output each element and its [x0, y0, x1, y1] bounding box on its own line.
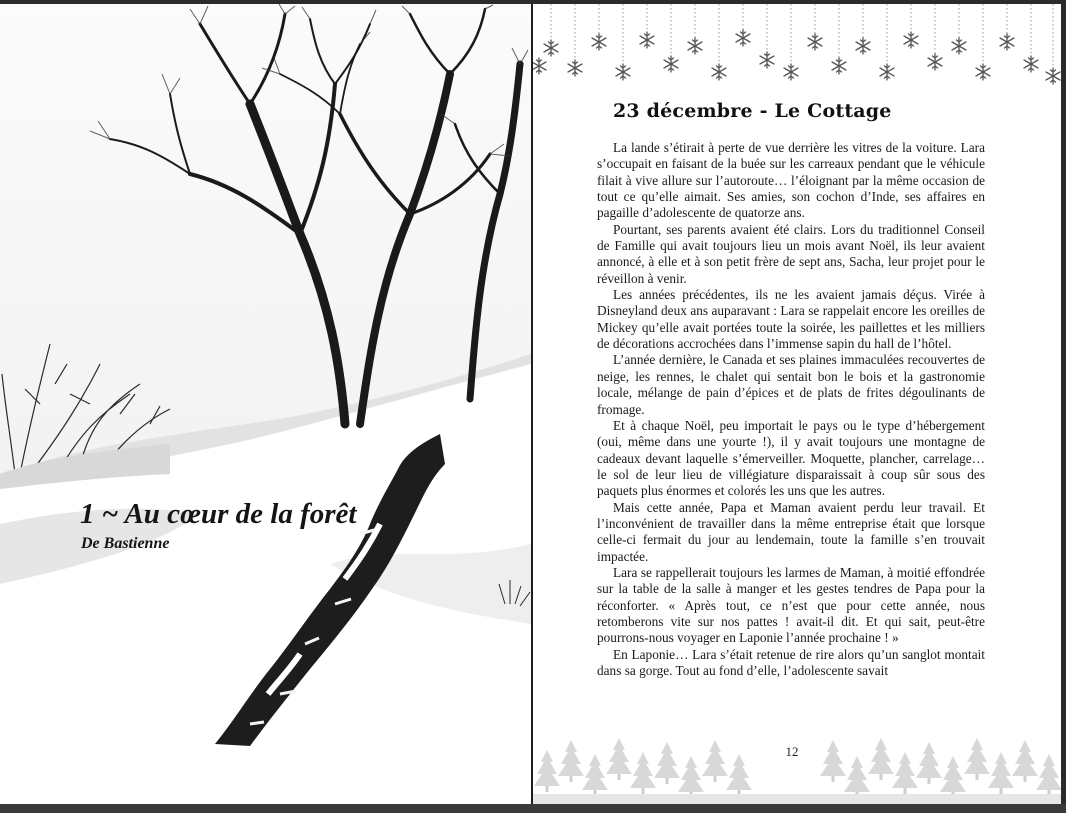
page-number: 12 — [785, 744, 799, 759]
paragraph: La lande s’étirait à perte de vue derrière les vitres de la voiture. Lara s’occupait en faisant de la buée sur les carreaux pendant que le véhicule filait à vive allure sur l’autoroute… l’éloignant par la même occasion de tout ce qu’elle aimait. Ses amies, son cochon d’Inde, ses affaires en pagaille d’adolescente de quatorze ans. — [597, 140, 985, 221]
snowy-forest-stream-illustration — [0, 4, 531, 804]
paragraph: Et à chaque Noël, peu importait le pays ou le type d’hébergement (oui, même dans une yourte !), il y avait toujours une montagne de cadeaux devant laquelle s’émerveiller. Moquette, plancher, carrelage… le sol de leur lieu de villégiature disparaissait à coup sûr sous des paquets plus énormes et colorés les uns que les autres. — [597, 417, 985, 499]
right-page — [533, 4, 1061, 804]
chapter-author: De Bastienne — [81, 535, 170, 552]
paragraph: Pourtant, ses parents avaient été clairs. Lors du traditionnel Conseil de Famille qui avait toujours lieu un mois avant Noël, ils leur avaient annoncé, à elle et à son petit frère de sept ans, Sacha, leur projet pour le réveillon à venir. — [597, 221, 985, 286]
paragraph: Les années précédentes, ils ne les avaient jamais déçus. Virée à Disneyland deux ans auparavant : Lara se rappelait encore les oreilles de Mickey qu’elle avait portées toute la soirée, les paillettes et les milliers de décorations accrochées dans l’immense sapin du hall de l’hôtel. — [597, 287, 985, 352]
section-title: 23 décembre - Le Cottage — [613, 100, 892, 122]
paragraph: Lara se rappellerait toujours les larmes de Maman, à moitié effondrée sur la table de la salle à manger et les gestes tendres de Papa pour la réconforter. « Après tout, ce n’est que pour cette année, nous retomberons vite sur nos pattes ! avait-il dit. Et qui sait, peut-être pourrons-nous voyager en Laponie l’année prochaine ! » — [597, 564, 985, 646]
paragraph: Mais cette année, Papa et Maman avaient perdu leur travail. Et l’inconvénient de travailler dans la même entreprise était que lorsque celle-ci fermait du jour au lendemain, toute la famille s’en trouvait impactée. — [597, 499, 985, 564]
viewer-bottom-edge — [0, 804, 1066, 813]
left-page — [0, 4, 531, 804]
paragraph: L’année dernière, le Canada et ses plaines immaculées recouvertes de neige, les rennes, le chalet qui sentait bon le bois et la gastronomie locale, mélange de pain d’épices et de plats de frites dégoulinants de fromage. — [597, 352, 985, 417]
story-text — [597, 140, 985, 679]
chapter-title: 1 ~ Au cœur de la forêt — [80, 498, 357, 530]
paragraph: En Laponie… Lara s’était retenue de rire alors qu’un sanglot montait dans sa gorge. Tout au fond d’elle, l’adolescente savait — [597, 646, 985, 678]
